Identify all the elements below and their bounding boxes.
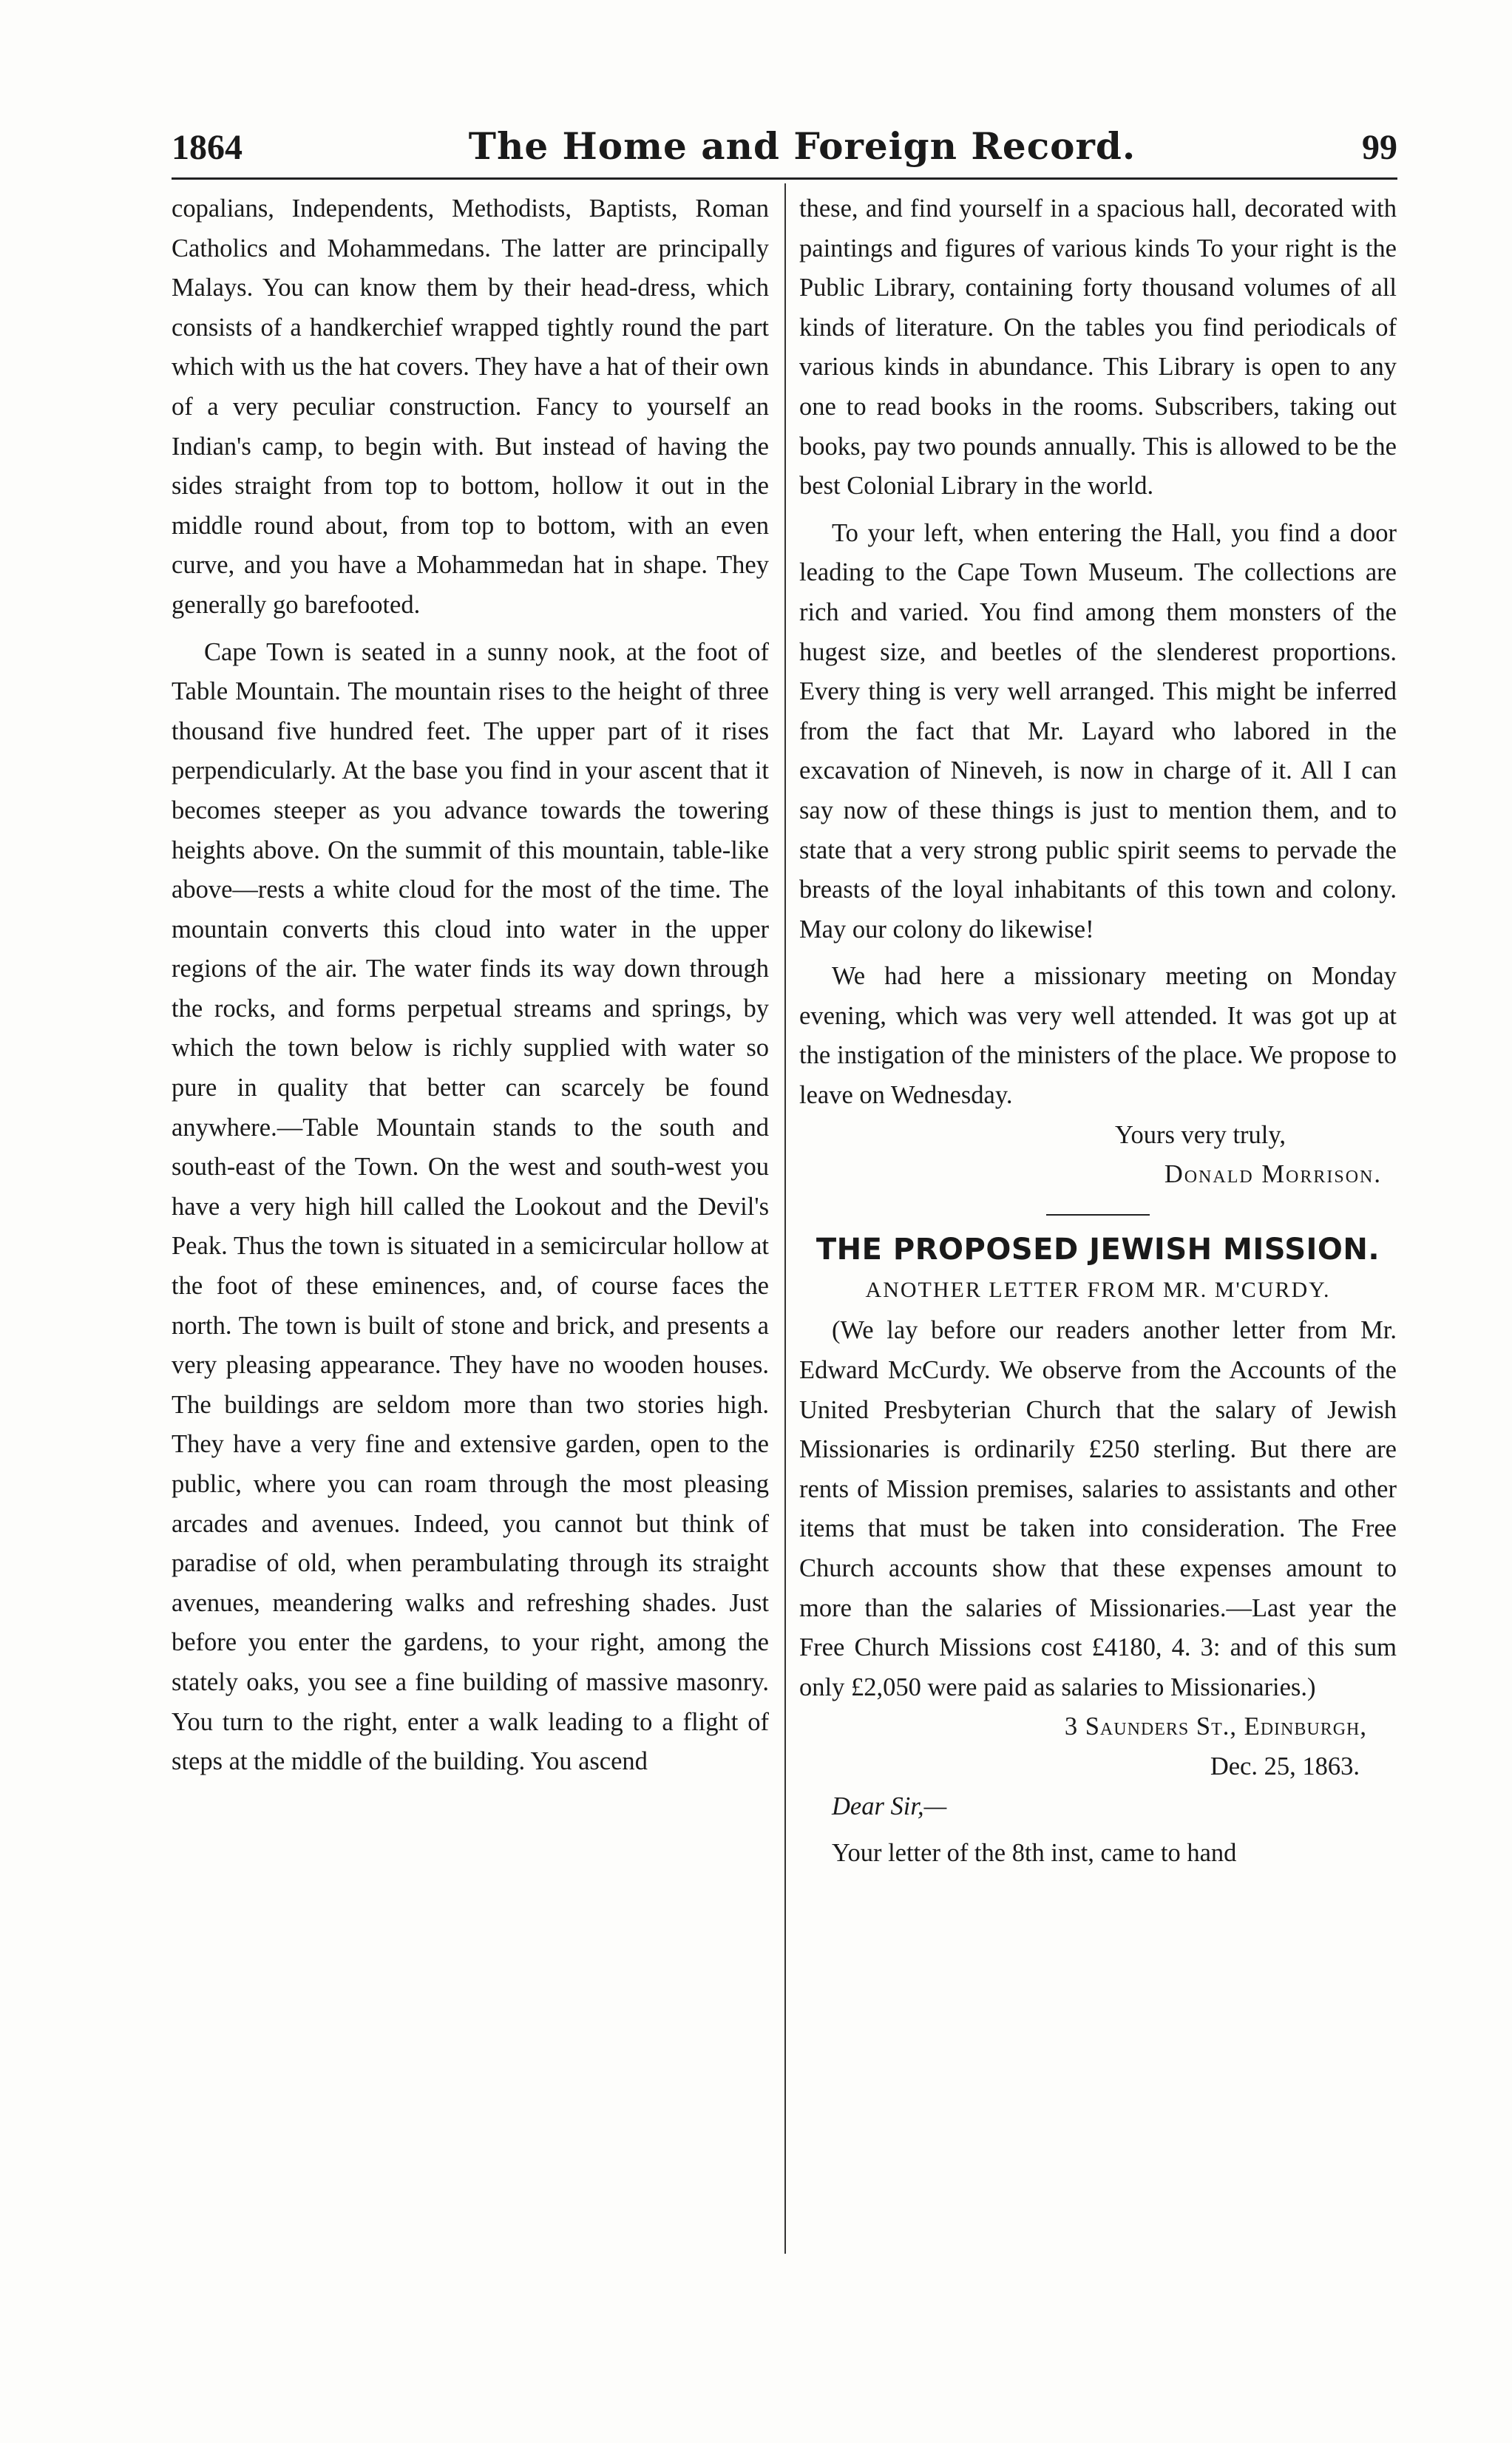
right-paragraph-3: We had here a missionary meeting on Monday evening, which was very well attended. It was got up at the instigation of the ministers of the place. We propose to leave on Wednesday. (799, 962, 1397, 1110)
page-number: 99 (1362, 128, 1397, 167)
section-divider (1046, 1214, 1150, 1216)
letter-closing: Yours very truly, (1115, 1120, 1286, 1149)
section-subheading: ANOTHER LETTER FROM MR. M'CURDY. (865, 1277, 1331, 1302)
left-paragraph-2: Cape Town is seated in a sunny nook, at the foot of Table Mountain. The mountain rises to the height of three thousand five hundred feet. The upper part of it rises perpendicularly. At the base you find in your ascent that it becomes steeper as you advance towards the towering heights above. On the summit of this mountain, table-like above—rests a white cloud for the most of the time. The mountain converts this cloud into water in the upper regions of the air. The water finds its way down through the rocks, and forms perpetual streams and springs, by which the town below is richly supplied with water so pure in quality that better can scarcely be found anywhere.—Table Mountain stands to the south and south-east of the Town. On the west and south-west you have a very high hill called the Lookout and the Devil's Peak. Thus the town is situated in a semicircular hollow at the foot of these eminences, and, of course faces the north. The town is built of stone and brick, and presents a very pleasing appearance. They have no wooden houses. The buildings are seldom more than two stories high. They have a very fine and extensive garden, open to the public, where you can roam through the most pleasing arcades and avenues. Indeed, you cannot but think of paradise of old, when perambulating through its straight avenues, meandering walks and refreshing shades. Just before you enter the gardens, to your right, among the stately oaks, you see a fine building of massive masonry. You turn to the right, enter a walk leading to a flight of steps at the middle of the building. You ascend (172, 637, 769, 1776)
left-paragraph-1: copalians, Independents, Methodists, Baptists, Roman Catholics and Mohammedans. The latter are principally Malays. You can know them by their head-dress, which consists of a handkerchief wrapped tightly round the part which with us the hat covers. They have a hat of their own of a very peculiar construction. Fancy to yourself an Indian's camp, to begin with. But instead of having the sides straight from top to bottom, hollow it out in the middle round about, from top to bottom, with an even curve, and you have a Mohammedan hat in shape. They generally go barefooted. (172, 194, 769, 619)
letter-salutation: Dear Sir,— (832, 1792, 947, 1820)
right-paragraph-1: these, and find yourself in a spacious hall, decorated with paintings and figures of various kinds To your right is the Public Library, containing forty thousand volumes of all kinds of literature. On the tables you find periodicals of various kinds in abundance. This Library is open to any one to read books in the rooms. Subscribers, taking out books, pay two pounds annually. This is allowed to be the best Colonial Library in the world. (799, 194, 1397, 501)
header-year: 1864 (172, 128, 243, 167)
left-column (172, 189, 769, 1782)
right-column (799, 189, 1397, 1874)
letter-date: Dec. 25, 1863. (1210, 1752, 1360, 1780)
journal-title: The Home and Foreign Record. (468, 124, 1136, 168)
header-rule (172, 177, 1397, 180)
letter-address: 3 Saunders St., Edinburgh, (1064, 1712, 1367, 1741)
right-paragraph-2: To your left, when entering the Hall, you find a door leading to the Cape Town Museum. The collections are rich and varied. You find among them monsters of the hugest size, and beetles of the slenderest proportions. Every thing is very well arranged. This might be inferred from the fact that Mr. Layard who labored in the excavation of Nineveh, is now in charge of it. All I can say now of these things is just to mention them, and to state that a very strong public spirit seems to pervade the breasts of the loyal inhabitants of this town and colony. May our colony do likewise! (799, 518, 1397, 943)
letter-signature: Donald Morrison. (1164, 1160, 1382, 1189)
editorial-note: (We lay before our readers another letter from Mr. Edward McCurdy. We observe from the Accounts of the United Presbyterian Church that the salary of Jewish Missionaries is ordinarily £250 sterling. But there are rents of Mission premises, salaries to assistants and other items that must be taken into consideration. The Free Church accounts show that these expenses amount to more than the salaries of Missionaries.—Last year the Free Church Missions cost £4180, 4. 3: and of this sum only £2,050 were paid as salaries to Missionaries.) (799, 1316, 1397, 1701)
letter-opening: Your letter of the 8th inst, came to hand (832, 1839, 1237, 1868)
section-heading: THE PROPOSED JEWISH MISSION. (816, 1232, 1380, 1267)
column-divider (784, 183, 786, 2254)
running-head (172, 124, 1397, 176)
